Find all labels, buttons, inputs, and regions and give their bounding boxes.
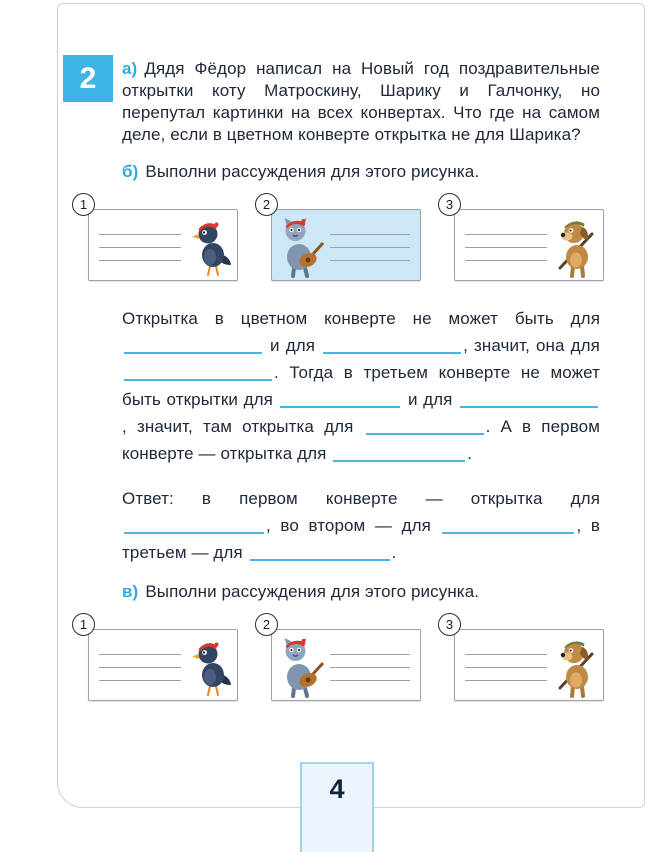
task-b-paragraph xyxy=(122,161,600,183)
envelope-group-1 xyxy=(79,193,238,281)
envelope xyxy=(454,629,604,701)
galchonok-bird-icon xyxy=(191,640,233,698)
envelope xyxy=(88,629,238,701)
fill-in-blank xyxy=(250,544,390,561)
fill-in-blank xyxy=(366,418,484,435)
galchonok-bird-icon xyxy=(191,220,233,278)
address-lines xyxy=(465,222,547,272)
address-lines xyxy=(465,642,547,692)
envelope xyxy=(454,209,604,281)
task-v-text: Выполни рассуждения для этого рисунка. xyxy=(145,582,480,601)
envelope-number-badge: 2 xyxy=(255,613,278,636)
page-number: 4 xyxy=(329,774,345,804)
envelope-number-badge: 1 xyxy=(72,193,95,216)
answer-paragraph: Ответ: в первом конверте — открытка для , во втором — для , в третьем — для . xyxy=(122,489,600,562)
fill-in-blank xyxy=(333,445,465,462)
envelope-number-badge: 2 xyxy=(255,193,278,216)
address-lines xyxy=(99,642,181,692)
fill-in-blank xyxy=(442,517,574,534)
envelope xyxy=(271,629,421,701)
matroskin-cat-guitar-icon xyxy=(278,636,324,698)
task-v-label: в) xyxy=(122,582,139,601)
matroskin-cat-guitar-icon xyxy=(278,216,324,278)
page-content xyxy=(79,58,601,703)
envelope-colored xyxy=(271,209,421,281)
task-number-badge: 2 xyxy=(63,55,113,102)
figure-b-envelopes xyxy=(79,193,604,281)
fill-in-blank xyxy=(124,364,272,381)
address-lines xyxy=(330,642,410,692)
task-b-label: б) xyxy=(122,162,139,181)
envelope-group-2 xyxy=(262,613,421,701)
sharik-dog-hunter-icon xyxy=(555,638,599,698)
task-a-paragraph xyxy=(122,58,600,146)
reasoning-paragraph: Открытка в цветном конверте не может быть для и для , значит, она для . Тогда в третьем конверте не может быть открытки для и для , значит, там открытка для . А в первом конверте — открытка для . xyxy=(122,309,601,463)
task-a-label: а) xyxy=(122,59,138,78)
envelope-number-badge: 3 xyxy=(438,193,461,216)
task-b-text: Выполни рассуждения для этого рисунка. xyxy=(145,162,480,181)
fill-in-blank xyxy=(124,517,264,534)
fill-in-blank xyxy=(124,337,262,354)
task-v-paragraph xyxy=(122,581,600,603)
figure-v-envelopes xyxy=(79,613,604,701)
fill-in-blank xyxy=(280,391,400,408)
envelope-group-1 xyxy=(79,613,238,701)
fill-in-blank xyxy=(323,337,461,354)
fill-in-blank xyxy=(460,391,598,408)
sharik-dog-hunter-icon xyxy=(555,218,599,278)
envelope-group-3 xyxy=(445,193,604,281)
page-number-tab xyxy=(300,762,374,852)
envelope-number-badge: 3 xyxy=(438,613,461,636)
envelope xyxy=(88,209,238,281)
address-lines xyxy=(330,222,410,272)
envelope-number-badge: 1 xyxy=(72,613,95,636)
address-lines xyxy=(99,222,181,272)
envelope-group-3 xyxy=(445,613,604,701)
task-a-text: Дядя Фёдор написал на Новый год поздравительные открытки коту Матроскину, Шарику и Галчонку, но перепутал картинки на всех конвертах. Что где на самом деле, если в цветном конверте открытка не для Шарика? xyxy=(122,59,600,144)
envelope-group-2 xyxy=(262,193,421,281)
